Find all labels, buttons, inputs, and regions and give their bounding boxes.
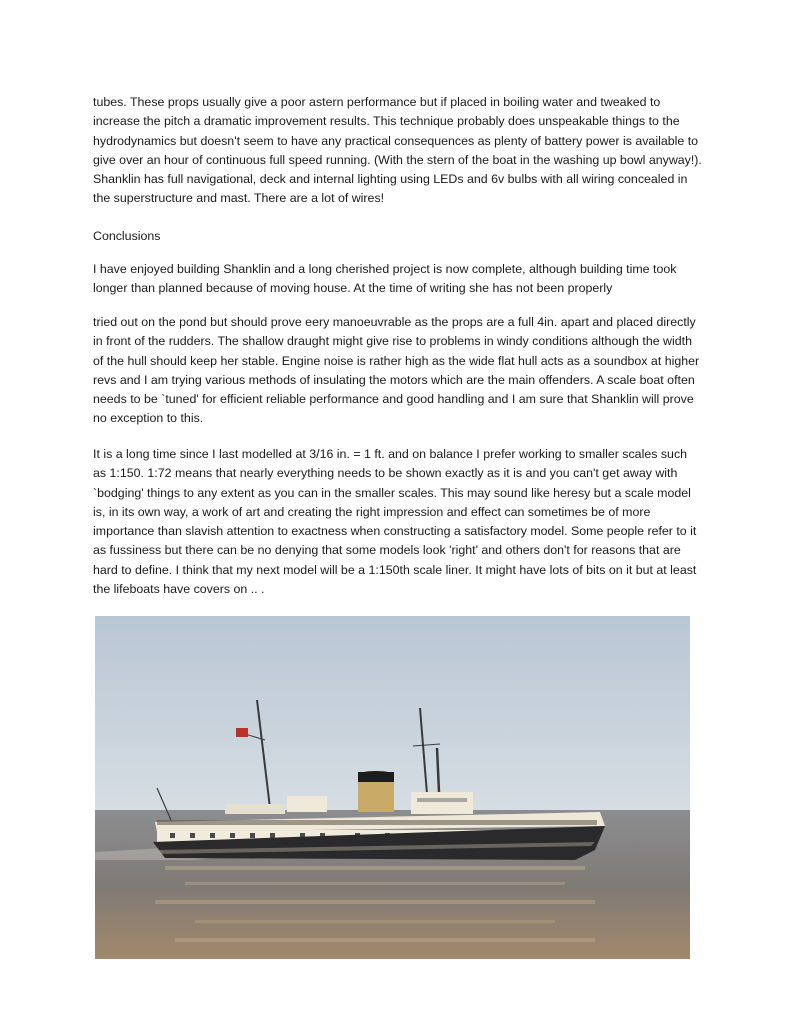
paragraph-propeller-tuning: tubes. These props usually give a poor astern performance but if placed in boiling water and tweaked to increase the pitch a dramatic improvement results. This technique probably does unspeakable things to the hydrodynamics but doesn't seem to have any practical consequences as plenty of battery power is available to give over an hour of continuous full speed running. (With the stern of the boat in the washing up bowl anyway!). Shanklin has full navigational, deck and internal lighting using LEDs and 6v bulbs with all wiring concealed in the superstructure and mast. There are a lot of wires! — [93, 95, 702, 206]
paragraph-scale-reflection: It is a long time since I last modelled at 3/16 in. = 1 ft. and on balance I prefer working to smaller scales such as 1:150. 1:72 means that nearly everything needs to be shown exactly as it is and you can't get away with `bodging' things to any extent as you can in the smaller scales. This may sound like heresy but a scale model is, in its own way, a work of art and creating the right impression and effect can sometimes be of more importance than slavish attention to exactness when constructing a satisfactory model. Some people refer to it as fussiness but there can be no denying that some models look 'right' and others don't for reasons that are hard to define. I think that my next model will be a 1:150th scale liner. It might have lots of bits on it but at least the lifeboats have covers on .. . — [93, 447, 697, 597]
section-heading-conclusions: Conclusions — [93, 229, 161, 243]
paragraph-project-complete: I have enjoyed building Shanklin and a long cherished project is now complete, although building time took longer than planned because of moving house. At the time of writing she has not been properly — [93, 262, 677, 296]
paragraph-pond-trials: tried out on the pond but should prove eery manoeuvrable as the props are a full 4in. apart and placed directly in front of the rudders. The shallow draught might give rise to problems in windy conditions although the width of the hull should keep her stable. Engine noise is rather high as the wide flat hull acts as a soundbox at higher revs and I am trying various methods of insulating the motors which are the main offenders. A scale boat often needs to be `tuned' for efficient reliable performance and good handling and I am sure that Shanklin will prove no exception to this. — [93, 315, 700, 426]
ship-photograph — [95, 616, 690, 959]
